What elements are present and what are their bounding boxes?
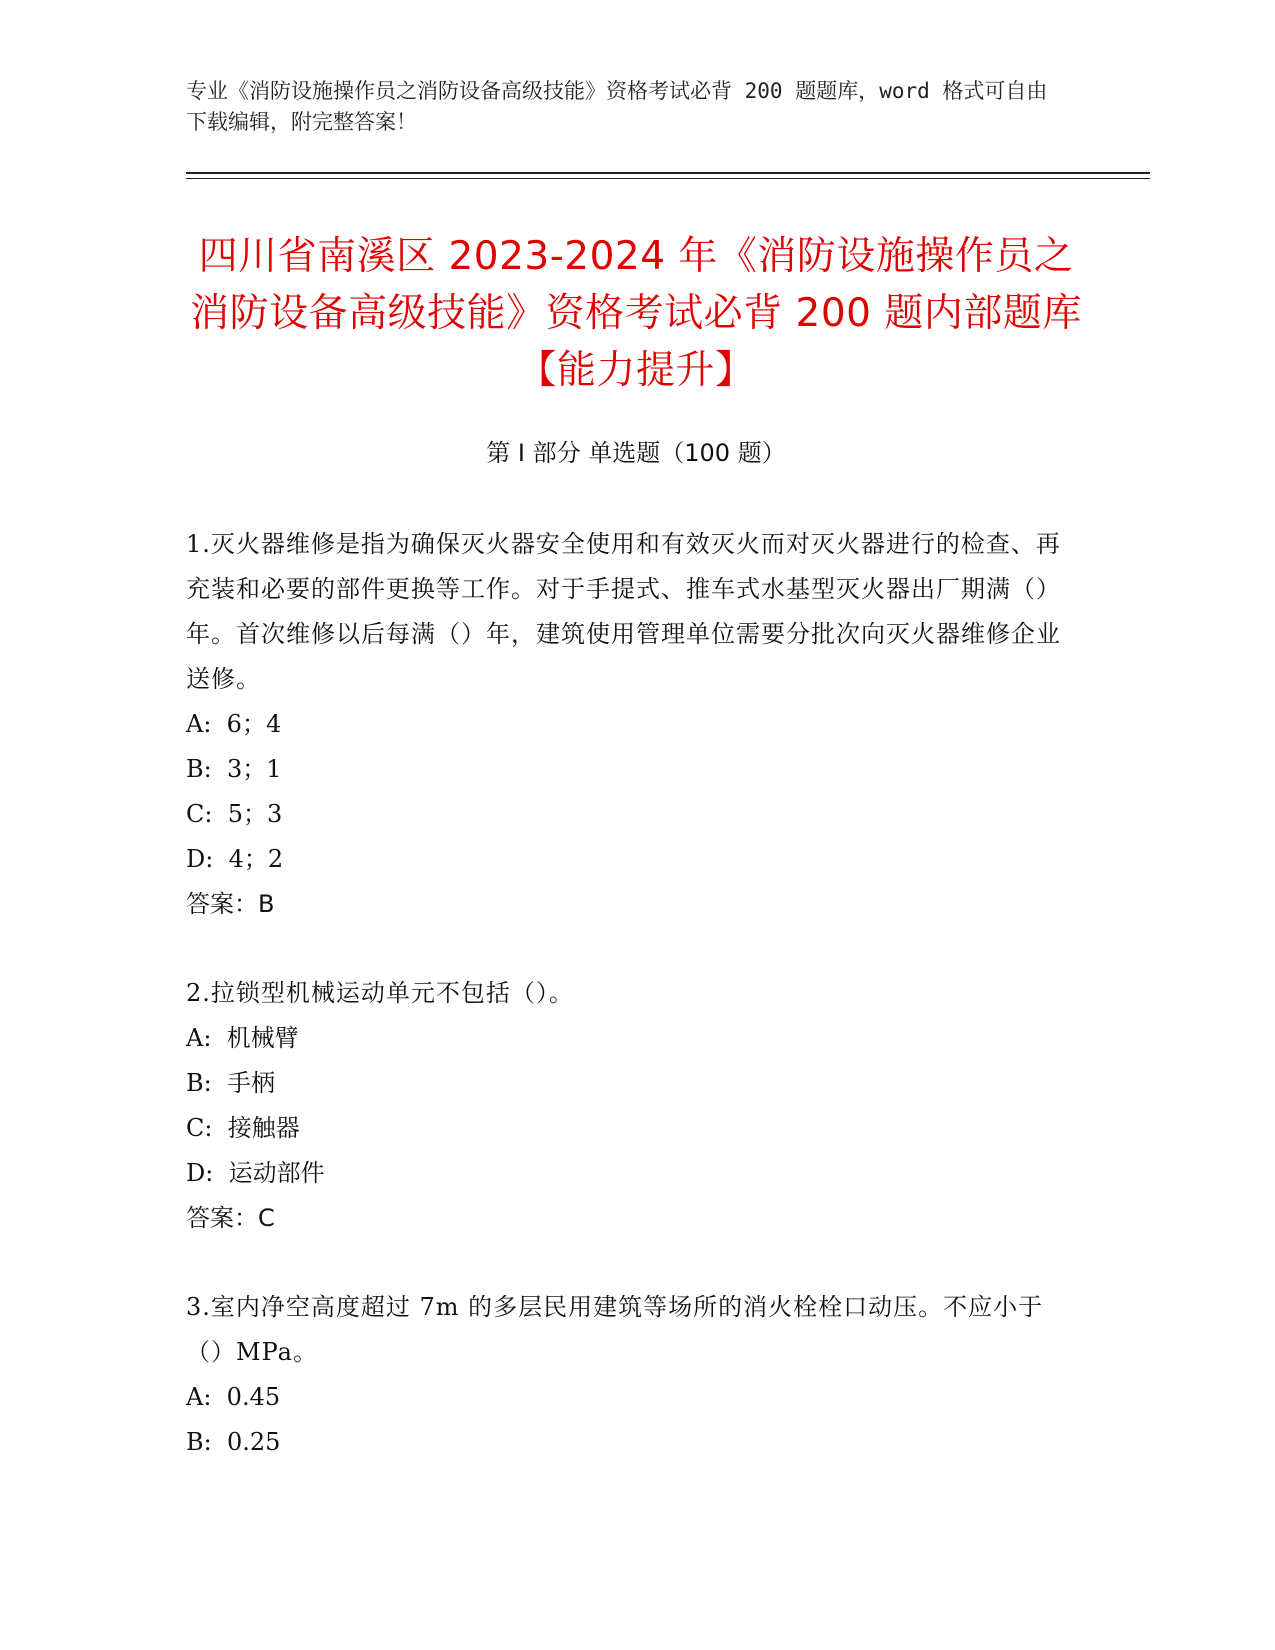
question-list	[186, 522, 1066, 1509]
section-title: 第 I 部分 单选题（100 题）	[486, 439, 786, 467]
option-d: D: 运动部件	[186, 1159, 325, 1187]
question-3	[186, 1285, 1066, 1465]
option-c: C: 接触器	[186, 1114, 300, 1142]
document-title: 四川省南溪区 2023-2024 年《消防设施操作员之消防设备高级技能》资格考试必背 200 题内部题库【能力提升】	[190, 234, 1082, 393]
header-note: 专业《消防设施操作员之消防设备高级技能》资格考试必背 200 题题库，word 格式可自由下载编辑，附完整答案！	[186, 79, 1048, 134]
option-b: B: 手柄	[186, 1069, 275, 1097]
question-text: 1.灭火器维修是指为确保灭火器安全使用和有效灭火而对灭火器进行的检查、再充装和必要的部件更换等工作。对于手提式、推车式水基型灭火器出厂期满（）年。首次维修以后每满（）年，建筑使用管理单位需要分批次向灭火器维修企业送修。	[186, 530, 1061, 693]
question-text: 2.拉锁型机械运动单元不包括（）。	[186, 979, 574, 1007]
option-c: C: 5；3	[186, 800, 283, 828]
answer-label: 答案：C	[186, 1204, 275, 1232]
question-2	[186, 971, 1066, 1241]
option-a: A: 0.45	[186, 1383, 281, 1411]
question-text: 3.室内净空高度超过 7m 的多层民用建筑等场所的消火栓栓口动压。不应小于（）MPa。	[186, 1293, 1044, 1366]
header-divider-thick	[186, 172, 1150, 174]
option-a: A: 6；4	[186, 710, 282, 738]
answer-label: 答案：B	[186, 890, 275, 918]
option-d: D: 4；2	[186, 845, 284, 873]
question-1	[186, 522, 1066, 927]
option-b: B: 3；1	[186, 755, 282, 783]
option-a: A: 机械臂	[186, 1024, 299, 1052]
option-b: B: 0.25	[186, 1428, 281, 1456]
header-divider-thin	[186, 178, 1150, 179]
